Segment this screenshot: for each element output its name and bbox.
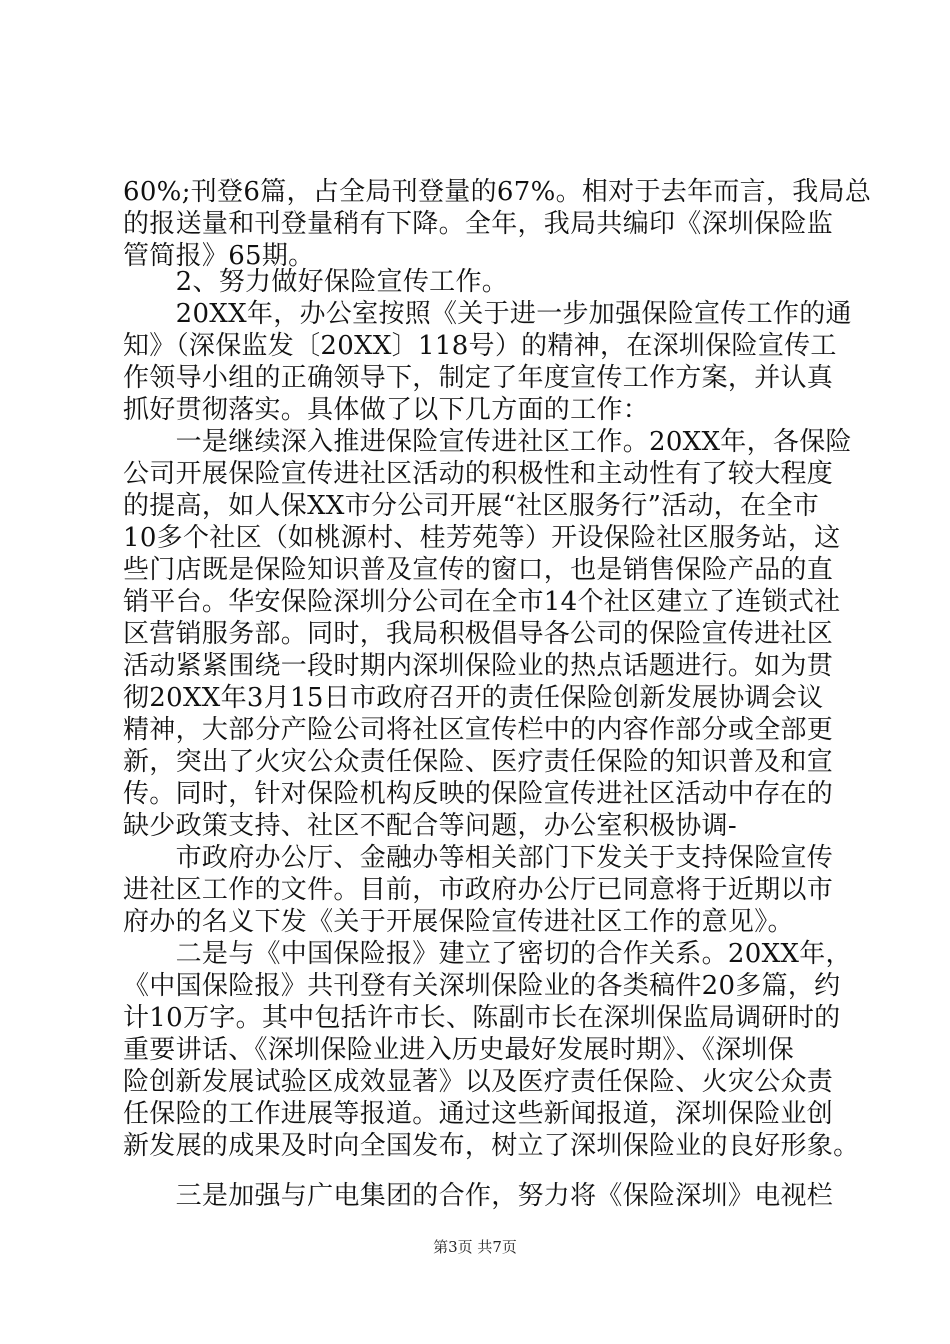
body-text-line: 活动紧紧围绕一段时期内深圳保险业的热点话题进行。如为贯 <box>123 651 834 681</box>
body-text-line: 区营销服务部。同时，我局积极倡导各公司的保险宣传进社区 <box>123 619 834 649</box>
body-text-line: 缺少政策支持、社区不配合等问题，办公室积极协调- <box>123 811 737 841</box>
body-text-line: 些门店既是保险知识普及宣传的窗口，也是销售保险产品的直 <box>123 555 834 585</box>
body-text-line: 任保险的工作进展等报道。通过这些新闻报道，深圳保险业创 <box>123 1099 834 1129</box>
body-text-line: 作领导小组的正确领导下，制定了年度宣传工作方案，并认真 <box>123 363 834 393</box>
body-text-line: 管简报》65期。 <box>123 241 315 271</box>
body-text-line: 知》（深保监发〔20XX〕118号）的精神，在深圳保险宣传工 <box>123 331 837 361</box>
body-text-line: 10多个社区（如桃源村、桂芳苑等）开设保险社区服务站，这 <box>123 523 841 553</box>
page-footer: 第3页 共7页 <box>433 1238 517 1256</box>
body-text-line: 《中国保险报》共刊登有关深圳保险业的各类稿件20多篇，约 <box>123 971 841 1001</box>
body-text-line: 重要讲话、《深圳保险业进入历史最好发展时期》、《深圳保 <box>123 1035 795 1065</box>
body-text-line: 的提高，如人保XX市分公司开展“社区服务行”活动，在全市 <box>123 491 820 521</box>
body-text-line: 60%;刊登6篇，占全局刊登量的67%。相对于去年而言，我局总 <box>123 177 872 207</box>
body-text-line: 2、努力做好保险宣传工作。 <box>123 267 509 297</box>
body-text-line: 彻20XX年3月15日市政府召开的责任保险创新发展协调会议 <box>123 683 824 713</box>
body-text-line: 20XX年，办公室按照《关于进一步加强保险宣传工作的通 <box>123 299 852 329</box>
body-text-line: 销平台。华安保险深圳分公司在全市14个社区建立了连锁式社 <box>123 587 841 617</box>
body-text-line: 新，突出了火灾公众责任保险、医疗责任保险的知识普及和宣 <box>123 747 834 777</box>
body-text-line: 新发展的成果及时向全国发布，树立了深圳保险业的良好形象。 <box>123 1131 860 1161</box>
body-text-line: 一是继续深入推进保险宣传进社区工作。20XX年，各保险 <box>123 427 852 457</box>
body-text-line: 的报送量和刊登量稍有下降。全年，我局共编印《深圳保险监 <box>123 209 834 239</box>
body-text-line: 府办的名义下发《关于开展保险宣传进社区工作的意见》。 <box>123 907 794 937</box>
body-text-line: 传。同时，针对保险机构反映的保险宣传进社区活动中存在的 <box>123 779 834 809</box>
body-text-line: 险创新发展试验区成效显著》以及医疗责任保险、火灾公众责 <box>123 1067 834 1097</box>
body-text-line: 三是加强与广电集团的合作，努力将《保险深圳》电视栏 <box>123 1181 834 1211</box>
body-text-line: 抓好贯彻落实。具体做了以下几方面的工作： <box>123 395 650 425</box>
body-text-line: 进社区工作的文件。目前，市政府办公厅已同意将于近期以市 <box>123 875 834 905</box>
body-text-line: 二是与《中国保险报》建立了密切的合作关系。20XX年， <box>123 939 852 969</box>
body-text-line: 公司开展保险宣传进社区活动的积极性和主动性有了较大程度 <box>123 459 834 489</box>
body-text-line: 计10万字。其中包括许市长、陈副市长在深圳保监局调研时的 <box>123 1003 841 1033</box>
body-text-line: 精神，大部分产险公司将社区宣传栏中的内容作部分或全部更 <box>123 715 834 745</box>
body-text-line: 市政府办公厅、金融办等相关部门下发关于支持保险宣传 <box>123 843 834 873</box>
